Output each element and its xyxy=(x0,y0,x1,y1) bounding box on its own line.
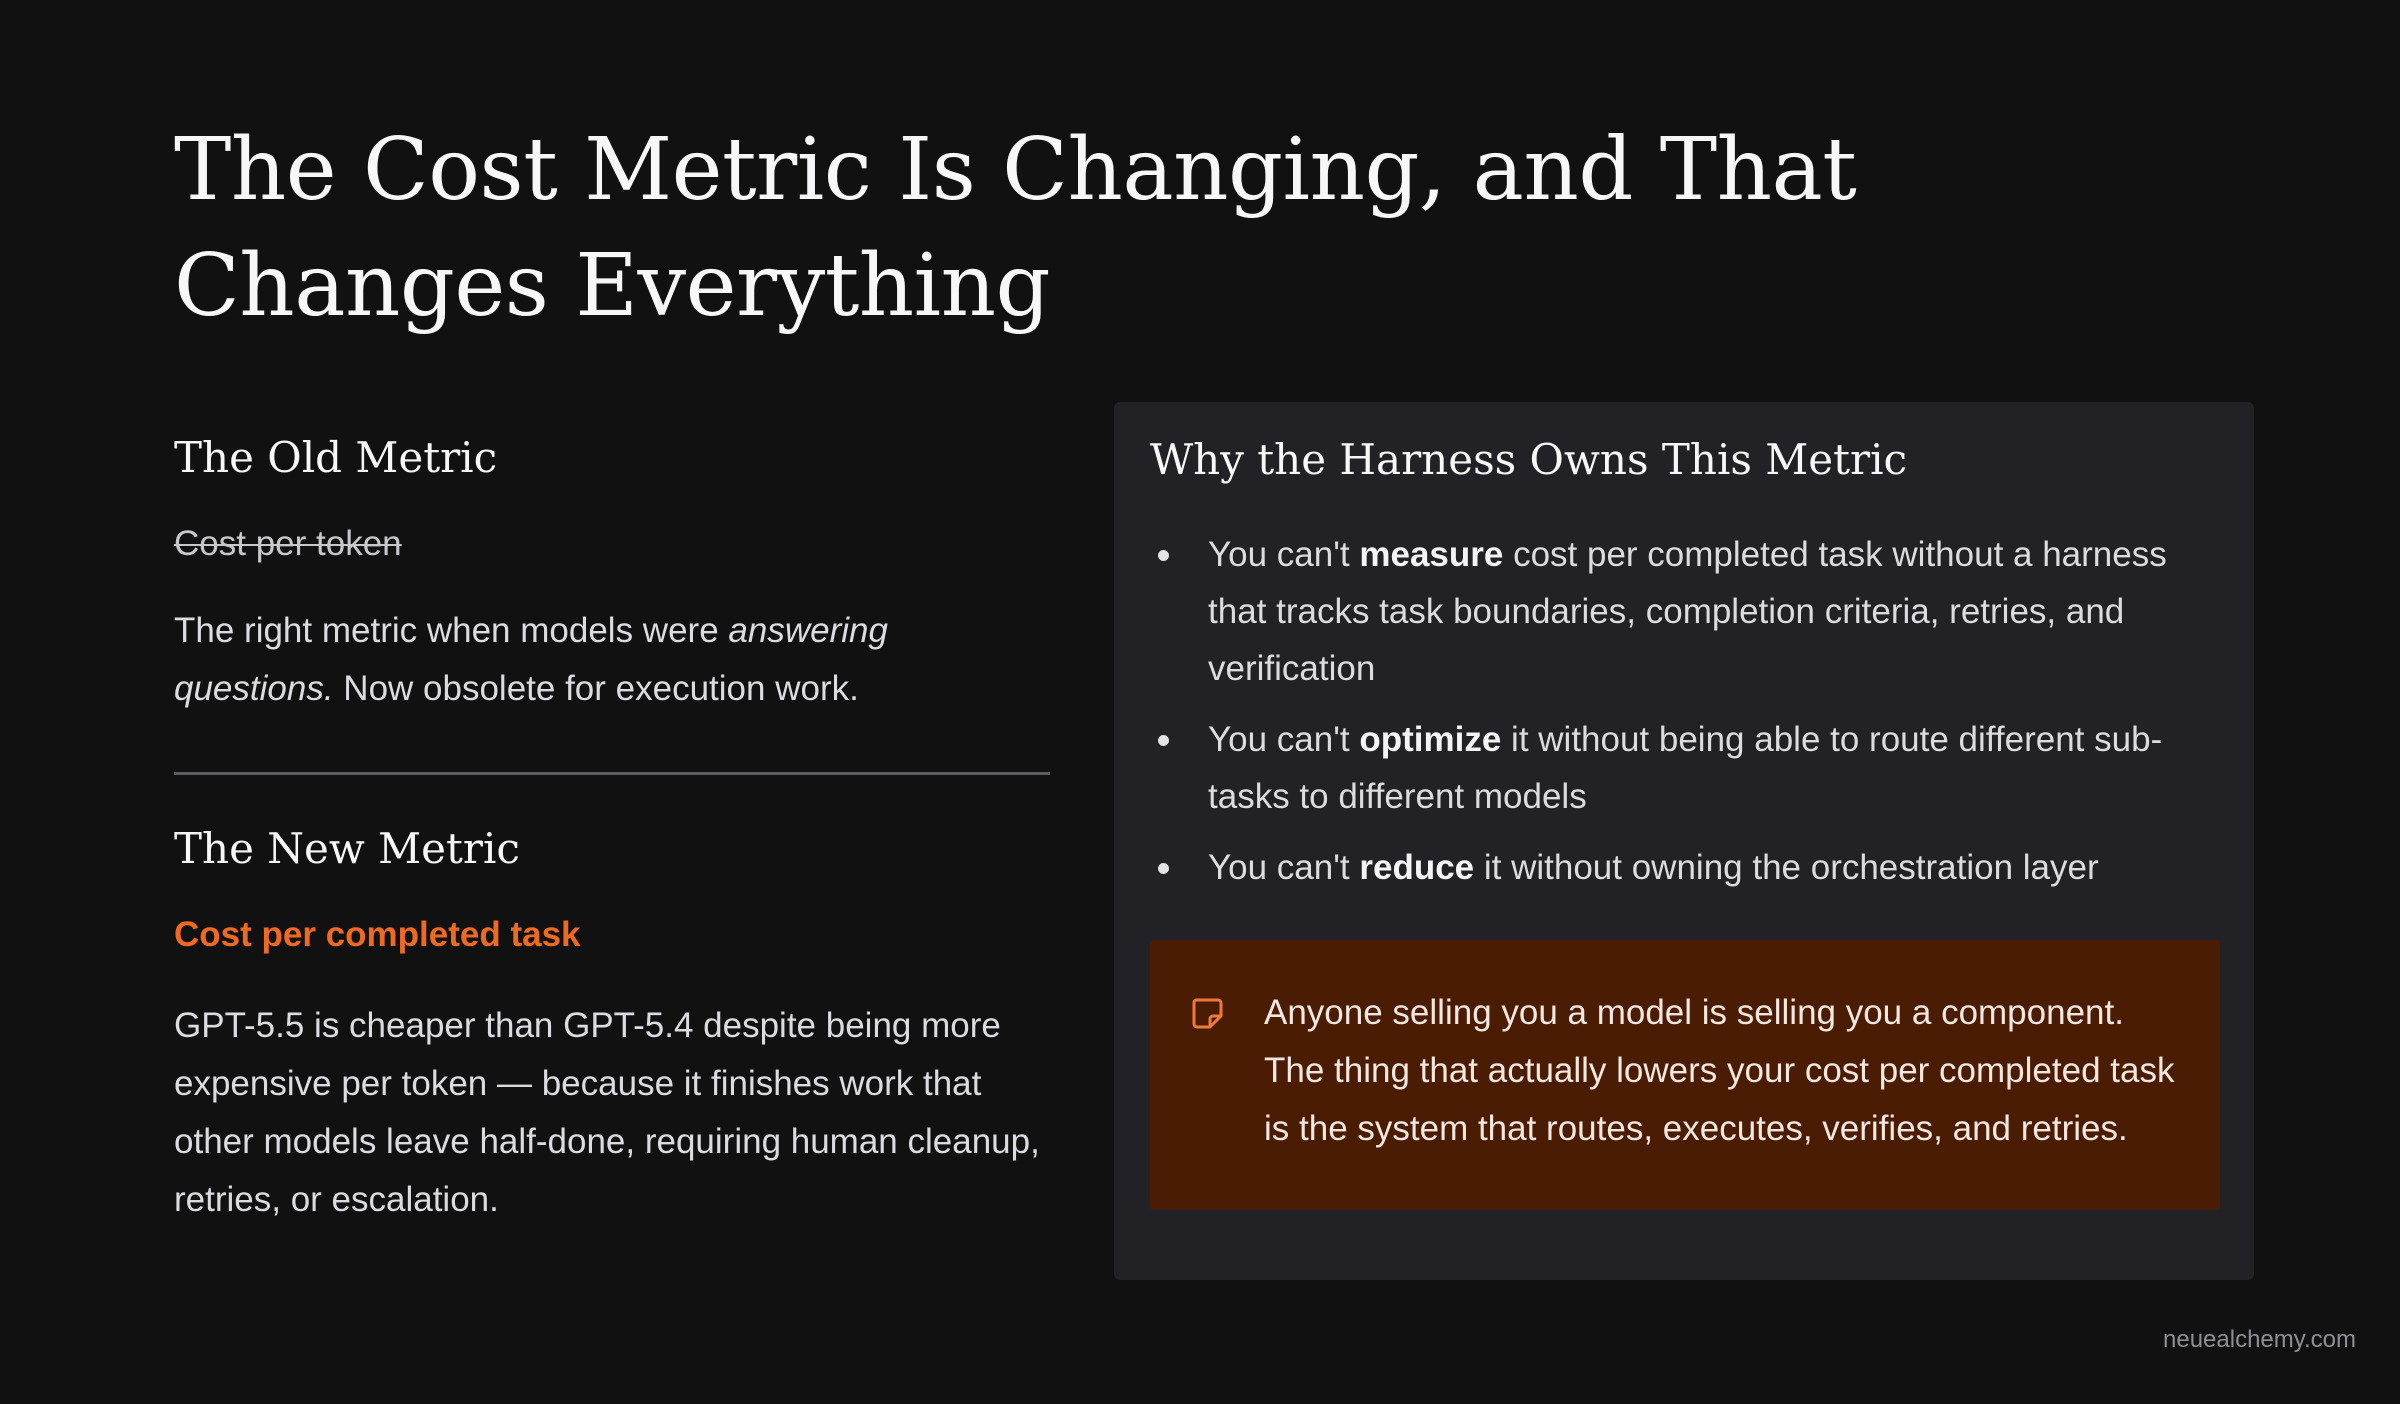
callout-box xyxy=(1150,940,2220,1210)
bullet-emphasis: optimize xyxy=(1359,720,1502,759)
old-metric-desc-before: The right metric when models were xyxy=(174,611,729,650)
panel-heading: Why the Harness Owns This Metric xyxy=(1150,435,1908,484)
bullet-dot-icon xyxy=(1158,863,1169,874)
metric-comparison xyxy=(174,430,1050,1229)
bullet-text: You can't xyxy=(1208,535,1360,574)
bullet-emphasis: reduce xyxy=(1359,848,1475,887)
new-metric-heading: The New Metric xyxy=(174,824,520,873)
old-metric-desc-emphasis: answering questions. xyxy=(174,611,888,708)
bullet-dot-icon xyxy=(1158,550,1169,561)
bullet-text: You can't xyxy=(1208,720,1360,759)
footer-site-link[interactable]: neuealchemy.com xyxy=(2163,1326,2356,1353)
page-title: The Cost Metric Is Changing, and That Changes Everything xyxy=(174,120,1857,336)
harness-bullet-list xyxy=(1150,526,2210,910)
callout-text: Anyone selling you a model is selling you a component. The thing that actually lowers your cost per completed task is the system that routes, executes, verifies, and retries. xyxy=(1264,993,2175,1148)
new-metric-label: Cost per completed task xyxy=(174,915,581,954)
old-metric-desc-after: Now obsolete for execution work. xyxy=(333,669,859,708)
bullet-text: You can't xyxy=(1208,848,1360,887)
old-metric-heading: The Old Metric xyxy=(174,433,498,482)
bullet-dot-icon xyxy=(1158,735,1169,746)
section-divider xyxy=(174,772,1050,775)
list-item xyxy=(1150,526,2210,697)
list-item xyxy=(1150,839,2210,896)
bullet-text: cost per completed task without a harness that tracks task boundaries, completion criteria, retries, and verification xyxy=(1208,535,2167,688)
list-item xyxy=(1150,711,2210,825)
harness-panel xyxy=(1114,402,2254,1280)
bullet-text: it without owning the orchestration layer xyxy=(1474,848,2099,887)
old-metric-label: Cost per token xyxy=(174,524,402,563)
bullet-emphasis: measure xyxy=(1359,535,1504,574)
sticky-note-icon xyxy=(1190,996,1224,1030)
old-metric-description xyxy=(174,602,1050,718)
bullet-text: it without being able to route different sub-tasks to different models xyxy=(1208,720,2163,816)
new-metric-description: GPT-5.5 is cheaper than GPT-5.4 despite being more expensive per token — because it finishes work that other models leave half-done, requiring human cleanup, retries, or escalation. xyxy=(174,1006,1040,1219)
